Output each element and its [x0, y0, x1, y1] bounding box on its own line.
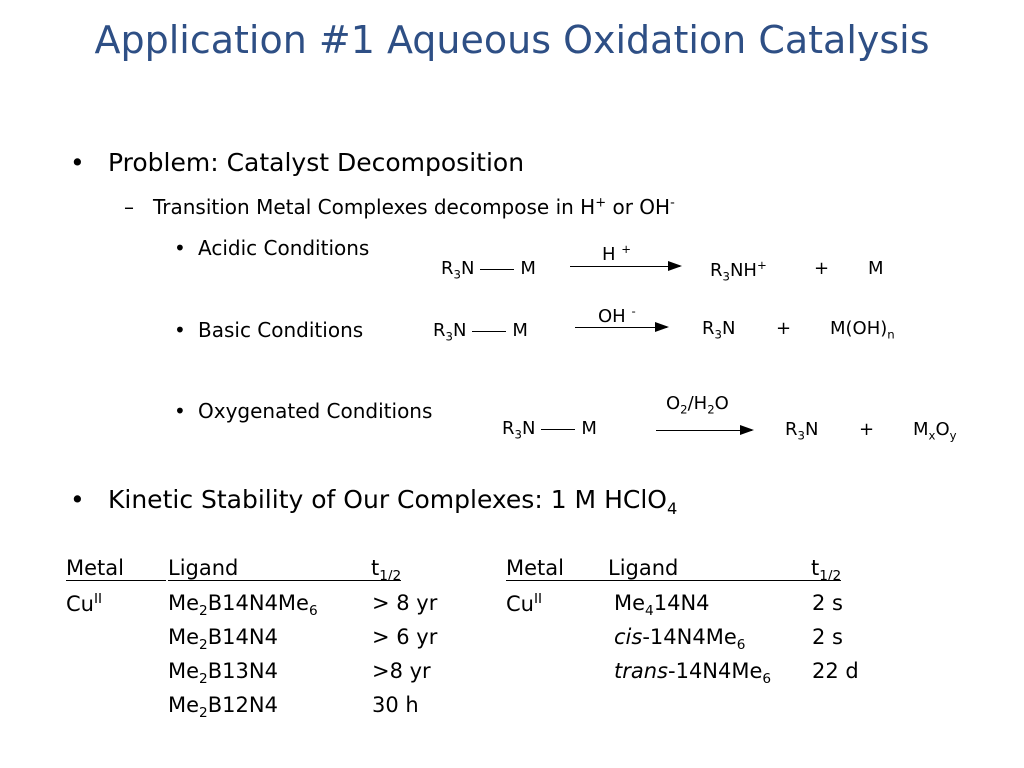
product-mxoy: $M_xO_y$	[913, 419, 957, 443]
table-right-t: 2 s	[812, 625, 843, 649]
reactant-basic: $R_3N$ M	[433, 320, 528, 344]
bullet-or-text: or OH	[606, 195, 671, 219]
product-r3n: $R_3N$	[785, 419, 819, 443]
reaction-arrow	[575, 327, 667, 328]
table-right-ligand: cis-$14N4Me_6$	[614, 625, 746, 654]
table-left-t: > 8 yr	[372, 591, 438, 615]
product-r3nh-plus: $R_3NH^+$	[710, 258, 767, 284]
bullet-dot: •	[174, 318, 186, 342]
product-m: M	[868, 258, 884, 279]
table-left-header-ligand: Ligand	[168, 556, 371, 581]
table-left-metal: $Cu^{II}$	[66, 591, 103, 616]
kinetic-sub: 4	[666, 499, 678, 518]
reagent-o2-h2o: $O_2/H_2O$	[666, 393, 729, 417]
table-right-header-t: $t_{1/2}$	[811, 556, 842, 585]
product-m-oh-n: $M(OH)_n$	[830, 318, 895, 342]
bullet-dot: •	[70, 148, 85, 177]
table-left-t: 30 h	[372, 693, 419, 717]
product-r3n: $R_3N$	[702, 318, 736, 342]
oh-minus-sup: -	[670, 195, 675, 211]
table-right-t: 22 d	[812, 659, 859, 683]
table-right-t: 2 s	[812, 591, 843, 615]
reagent-h-plus: H +	[602, 242, 632, 265]
table-left-header-t: $t_{1/2}$	[371, 556, 402, 585]
bullet-dot: •	[174, 399, 186, 423]
table-right-ligand: trans-$14N4Me_6$	[614, 659, 772, 688]
bullet-dot: •	[174, 236, 186, 260]
plus-sign: +	[814, 258, 830, 279]
reaction-arrow	[656, 430, 752, 431]
table-right-ligand: $Me_414N4$	[614, 591, 710, 620]
table-left-ligand: $Me_2B12N4$	[168, 693, 278, 722]
kinetic-text: Kinetic Stability of Our Complexes: 1 M HClO	[108, 485, 667, 514]
reaction-arrow	[570, 266, 680, 267]
bullet-kinetic	[108, 485, 677, 518]
bullet-basic: Basic Conditions	[198, 318, 364, 342]
bullet-acidic: Acidic Conditions	[198, 236, 370, 260]
bullet-oxygenated: Oxygenated Conditions	[198, 399, 433, 423]
bullet-transition-text: Transition Metal Complexes decompose in H	[153, 195, 596, 219]
table-left-t: > 6 yr	[372, 625, 438, 649]
bullet-problem: Problem: Catalyst Decomposition	[108, 148, 525, 177]
table-left-ligand: $Me_2B14N4$	[168, 625, 278, 654]
table-left-header-metal: Metal	[66, 556, 166, 581]
table-right-header-ligand: Ligand	[608, 556, 811, 581]
table-left-ligand: $Me_2B13N4$	[168, 659, 278, 688]
table-left-t: >8 yr	[372, 659, 431, 683]
plus-sign: +	[859, 419, 875, 440]
bullet-dot: •	[70, 485, 85, 514]
reactant-acidic: $R_3N$ M	[441, 258, 536, 282]
plus-sign: +	[776, 318, 792, 339]
dash-marker: –	[124, 195, 134, 219]
table-right-metal: $Cu^{II}$	[506, 591, 543, 616]
reagent-oh-minus: OH -	[598, 304, 636, 327]
table-right-header-metal: Metal	[506, 556, 608, 581]
h-plus-sup: +	[595, 195, 607, 211]
slide-title: Application #1 Aqueous Oxidation Catalysis	[94, 18, 930, 62]
reactant-oxygenated: $R_3N$ M	[502, 418, 597, 442]
table-left-ligand: $Me_2B14N4Me_6$	[168, 591, 318, 620]
bullet-transition-metal	[153, 195, 675, 219]
